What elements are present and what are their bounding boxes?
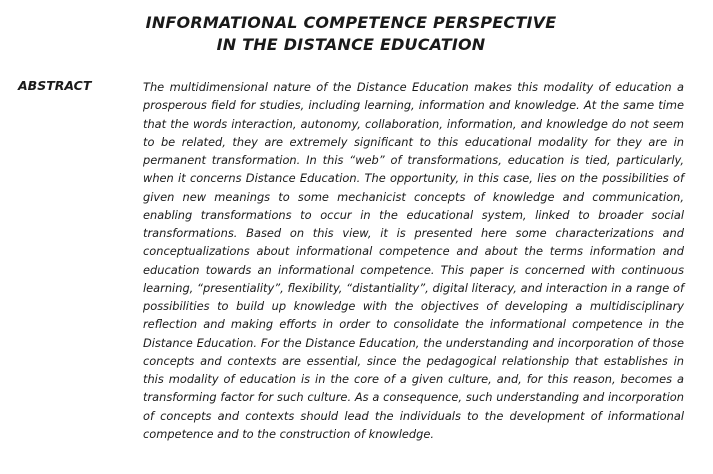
abstract-label: ABSTRACT <box>18 78 92 93</box>
paper-title-line-1: INFORMATIONAL COMPETENCE PERSPECTIVE <box>145 13 557 32</box>
paper-title-line-2: IN THE DISTANCE EDUCATION <box>216 35 486 54</box>
abstract-text: The multidimensional nature of the Distance Education makes this modality of education a prosperous field for studies, including learning, information and knowledge. At the same time that the words interaction, autonomy, collaboration, information, and knowledge do not seem to be related, they are extremely significant to this educational modality for they are in permanent transformation. In this “web” of transformations, education is tied, particularly, when it concerns Distance Education. The opportunity, in this case, lies on the possibilities of given new meanings to some mechanicist concepts of knowledge and communication, enabling transformations to occur in the educational system, linked to broader social transformations. Based on this view, it is presented here some characterizations and conceptualizations about informational competence and about the terms information and education towards an informational competence. This paper is concerned with continuous learning, “presentiality”, flexibility, “distantiality”, digital literacy, and interaction in a range of possibilities to build up knowledge with the objectives of developing a multidisciplinary reflection and making efforts in order to consolidate the informational competence in the Distance Education. For the Distance Education, the understanding and incorporation of those concepts and contexts are essential, since the pedagogical relationship that establishes in this modality of education is in the core of a given culture, and, for this reason, becomes a transforming factor for such culture. As a consequence, such understanding and incorporation of concepts and contexts should lead the individuals to the development of informational competence and to the construction of knowledge. <box>143 80 684 441</box>
paper-title <box>0 12 702 56</box>
